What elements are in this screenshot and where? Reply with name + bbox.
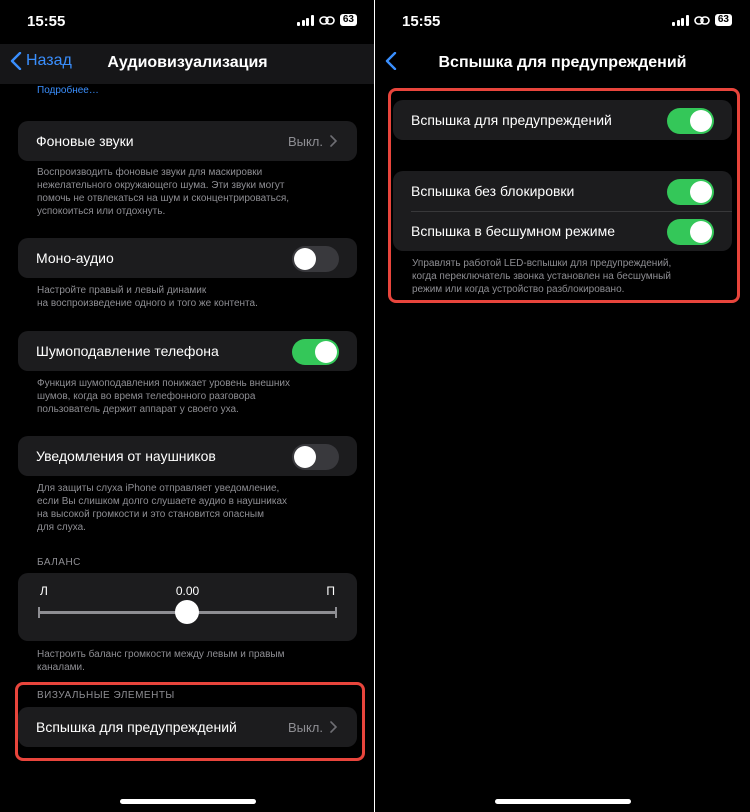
nav-bar [0,44,375,84]
row-label: Вспышка для предупреждений [411,112,612,128]
noise-cancel-toggle[interactable] [292,339,339,365]
balance-card [18,573,357,641]
home-indicator [120,799,256,804]
cellular-signal-icon [672,15,689,26]
status-time: 15:55 [27,13,66,30]
status-bar [0,0,375,44]
background-sounds-row[interactable] [18,121,357,161]
row-value: Выкл. [287,720,323,735]
mono-audio-note: Настройте правый и левый динамик на воспроизведение одного и того же контента. [37,285,258,309]
battery-icon: 63 [715,14,732,26]
balance-right-label: П [326,584,335,598]
status-icons [672,14,732,26]
cellular-signal-icon [297,15,314,26]
highlight-frame [388,88,740,303]
headphone-notif-note: Для защиты слуха iPhone отправляет уведомление, если Вы слишком долго слушаете аудио в наушниках на высокой громкости и это становится опасным для слуха. [37,483,288,533]
nav-bar [375,44,750,84]
page-title: Аудиовизуализация [107,54,268,71]
balance-section-header: БАЛАНС [37,557,81,568]
highlight-frame [15,682,365,761]
row-label: Фоновые звуки [36,133,134,149]
right-screen [375,0,750,812]
balance-note: Настроить баланс громкости между левым и правым каналами. [37,649,285,673]
row-label: Шумоподавление телефона [36,343,219,359]
more-link[interactable]: Подробнее… [37,85,99,96]
row-value: Выкл. [287,134,323,149]
balance-slider-thumb[interactable] [175,600,199,624]
battery-icon: 63 [340,14,357,26]
link-icon [694,15,710,26]
mono-audio-row [18,238,357,278]
status-icons [297,14,357,26]
status-time: 15:55 [402,13,441,30]
status-bar [375,0,750,44]
row-label: Вспышка в бесшумном режиме [411,223,616,239]
background-sounds-note: Воспроизводить фоновые звуки для маскировки нежелательного окружающего шума. Эти звуки могут помочь не отвлекаться на шум и сконцентрироваться, успокоиться или отдохнуть. [37,167,290,217]
balance-left-label: Л [40,584,48,598]
back-label: Назад [26,52,72,69]
noise-cancel-row [18,331,357,371]
noise-cancel-note: Функция шумоподавления понижает уровень внешних шумов, когда во время телефонного разговора пользователь держит аппарат у своего уха. [37,378,291,415]
balance-value: 0.00 [175,584,200,598]
flash-note: Управлять работой LED-вспышки для предупреждений, когда переключатель звонка установлен на бесшумный режим или когда устройство разблокировано. [412,258,672,295]
row-label: Вспышка для предупреждений [36,719,237,735]
link-icon [319,15,335,26]
row-label: Вспышка без блокировки [411,183,575,199]
mono-audio-toggle[interactable] [292,246,339,272]
headphone-notif-toggle[interactable] [292,444,339,470]
home-indicator [495,799,631,804]
headphone-notif-row [18,436,357,476]
page-title: Вспышка для предупреждений [438,54,687,71]
row-label: Моно-аудио [36,250,114,266]
visual-section-header: ВИЗУАЛЬНЫЕ ЭЛЕМЕНТЫ [37,690,175,701]
row-label: Уведомления от наушников [36,448,216,464]
chevron-right-icon [327,135,339,147]
